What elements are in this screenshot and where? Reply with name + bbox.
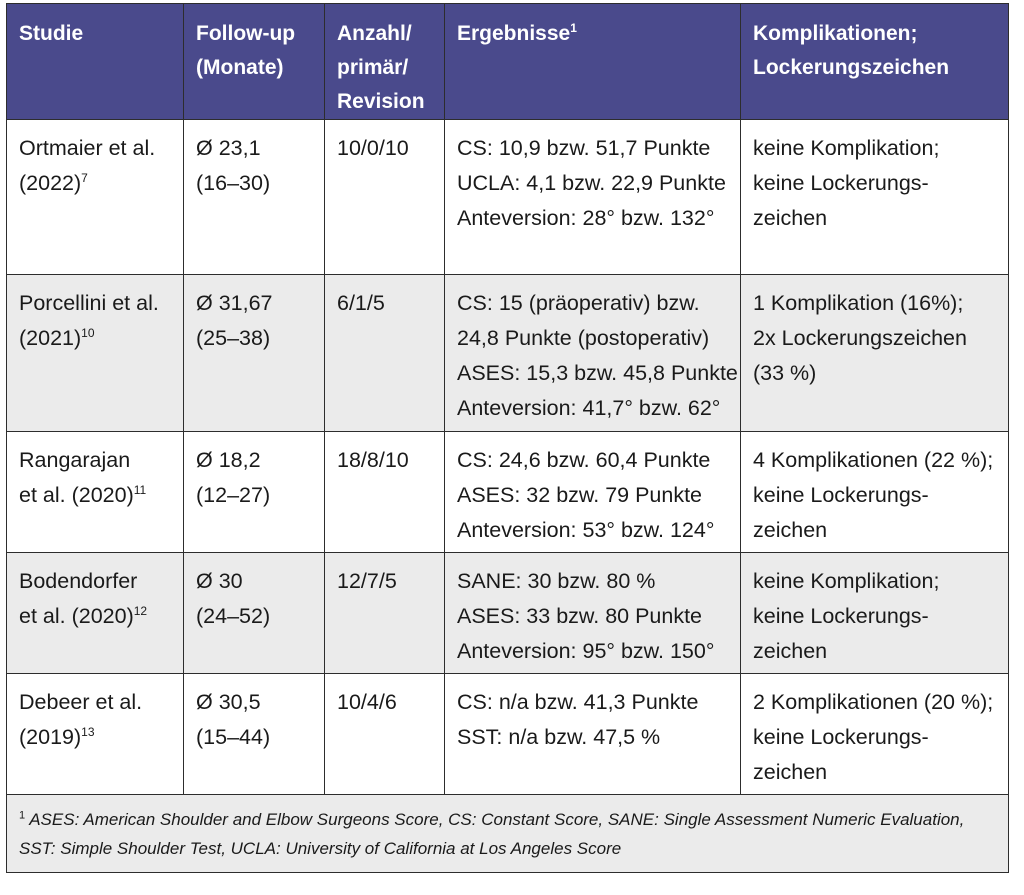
footnote-row (7, 795, 1009, 873)
cell-ergebnisse: CS: 15 (präoperativ) bzw. 24,8 Punkte (postoperativ) ASES: 15,3 bzw. 45,8 Punkte Anteversion: 41,7° bzw. 62° (445, 275, 741, 432)
study-table-container (6, 3, 1008, 873)
reference-number: 10 (81, 325, 95, 340)
footnote (7, 795, 1009, 873)
footnote-marker: 1 (19, 809, 26, 822)
cell-komplikationen: 1 Komplikation (16%); 2x Lockerungszeichen (33 %) (741, 275, 1009, 432)
cell-ergebnisse: CS: 24,6 bzw. 60,4 Punkte ASES: 32 bzw. 79 Punkte Anteversion: 53° bzw. 124° (445, 432, 741, 553)
table-header-row (7, 4, 1009, 120)
study-table (6, 3, 1009, 873)
cell-anzahl: 12/7/5 (325, 553, 445, 674)
header-followup: Follow-up (Monate) (184, 4, 325, 120)
reference-number: 11 (133, 482, 147, 497)
cell-komplikationen: keine Komplikation; keine Lockerungs- zeichen (741, 553, 1009, 674)
cell-anzahl: 10/4/6 (325, 674, 445, 795)
reference-number: 13 (81, 724, 95, 739)
cell-anzahl: 6/1/5 (325, 275, 445, 432)
cell-ergebnisse: CS: n/a bzw. 41,3 Punkte SST: n/a bzw. 47,5 % (445, 674, 741, 795)
cell-followup: Ø 30,5 (15–44) (184, 674, 325, 795)
header-anzahl: Anzahl/ primär/ Revision (325, 4, 445, 120)
reference-number: 7 (81, 170, 88, 185)
table-row (7, 674, 1009, 795)
table-row (7, 553, 1009, 674)
cell-studie: Porcellini et al. $(2021)^{10}$ (7, 275, 184, 432)
footnote-text: ASES: American Shoulder and Elbow Surgeons Score, CS: Constant Score, SANE: Single Assessment Numeric Evaluation, SST: Simple Shoulder Test, UCLA: University of California at Los Angeles Score (19, 810, 965, 858)
table-row (7, 432, 1009, 553)
cell-komplikationen: 4 Komplikationen (22 %); keine Lockerungs- zeichen (741, 432, 1009, 553)
reference-number: 12 (133, 603, 148, 618)
cell-followup: Ø 30 (24–52) (184, 553, 325, 674)
cell-studie: Bodendorfer et al. $(2020)^{12}$ (7, 553, 184, 674)
cell-ergebnisse: SANE: 30 bzw. 80 % ASES: 33 bzw. 80 Punkte Anteversion: 95° bzw. 150° (445, 553, 741, 674)
cell-studie: Ortmaier et al. $(2022)^7$ (7, 120, 184, 275)
cell-studie: Rangarajan et al. $(2020)^{11}$ (7, 432, 184, 553)
cell-followup: Ø 23,1 (16–30) (184, 120, 325, 275)
cell-komplikationen: keine Komplikation; keine Lockerungs- zeichen (741, 120, 1009, 275)
header-ergebnisse: Ergebnisse$^1$ (445, 4, 741, 120)
header-komplikationen: Komplikationen; Lockerungszeichen (741, 4, 1009, 120)
footnote-marker: 1 (570, 21, 577, 35)
cell-followup: Ø 18,2 (12–27) (184, 432, 325, 553)
cell-anzahl: 10/0/10 (325, 120, 445, 275)
header-studie: Studie (7, 4, 184, 120)
cell-followup: Ø 31,67 (25–38) (184, 275, 325, 432)
cell-ergebnisse: CS: 10,9 bzw. 51,7 Punkte UCLA: 4,1 bzw. 22,9 Punkte Anteversion: 28° bzw. 132° (445, 120, 741, 275)
table-row (7, 120, 1009, 275)
table-row (7, 275, 1009, 432)
cell-studie: Debeer et al. $(2019)^{13}$ (7, 674, 184, 795)
cell-komplikationen: 2 Komplikationen (20 %); keine Lockerungs- zeichen (741, 674, 1009, 795)
cell-anzahl: 18/8/10 (325, 432, 445, 553)
